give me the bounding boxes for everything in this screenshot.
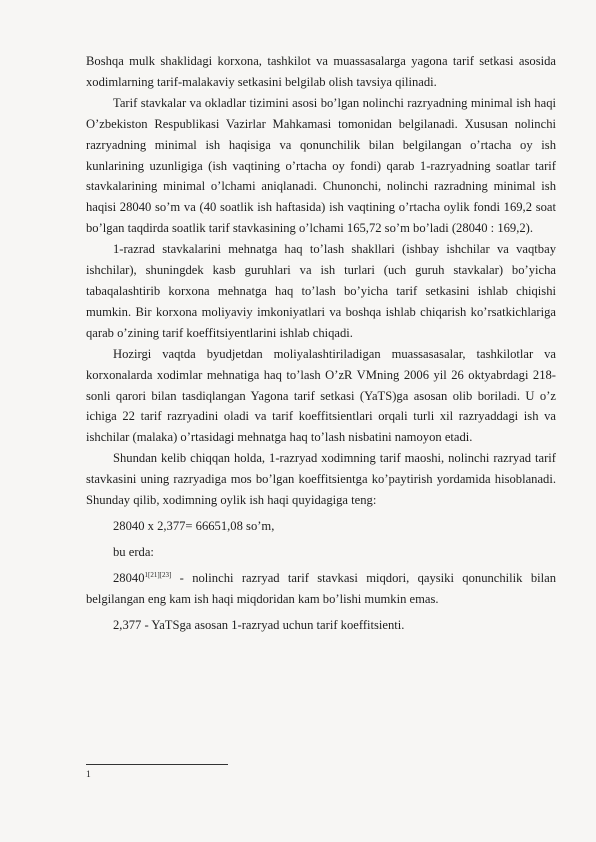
definition-2: 2,377 - YaTSga asosan 1-razryad uchun tarif koeffitsienti. [113,617,405,632]
definition-1-text: - nolinchi razryad tarif stavkasi miqdori, qaysiki qonunchilik bilan belgilangan eng kam ish haqi miqdoridan kam bo’lishi mumkin emas. [86,570,556,606]
paragraph-5: Shundan kelib chiqqan holda, 1-razryad xodimning tarif maoshi, nolinchi razryad tarif stavkasini uning razryadiga mos bo’lgan koeffitsientga ko’paytirish yordamida hisoblanadi. Shunday qilib, xodimning oylik ish haqi quyidagiga teng: [86,451,556,508]
paragraph-1: Boshqa mulk shaklidagi korxona, tashkilot va muassasalarga yagona tarif setkasi asosida xodimlarning tarif-malakaviy setkasini belgilab olish tavsiya qilinadi. [86,54,556,89]
where-label: bu erda: [113,544,154,559]
paragraph-3: 1-razrad stavkalarini mehnatga haq to’lash shakllari (ishbay ishchilar va vaqtbay ishchilar), shuningdek kasb guruhlari va ish turlari (uch guruh stavkalar) bo’yicha tabaqalashtirib korxona mehnatga haq to’lash bo’yicha tarif setkasini ishlab chiqishi mumkin. Bir korxona moliyaviy imkoniyatlari va boshqa ishlab chiqarish ko’rsatkichlariga qarab o’zining tarif koeffitsiyentlarini ishlab chiqadi. [86,242,556,340]
definition-1 [86,568,556,610]
paragraph-4: Hozirgi vaqtda byudjetdan moliyalashtiriladigan muassasasalar, tashkilotlar va korxonalarda xodimlar mehnatiga haq to’lash O’zR VMning 2006 yil 26 oktyabrdagi 218-sonli qarori bilan tasdiqlangan Yagona tarif setkasi (YaTS)ga asosan olib boriladi. U o’z ichiga 22 tarif razryadini oladi va tarif koeffitsientlari orqali turli xil razryaddagi ish va ishchilar (malaka) o’rtasidagi mehnatga haq to’lash nisbatini namoyon etadi. [86,346,556,445]
footnote-reference[interactable]: 1[21][23] [144,570,172,579]
definition-1-number: 28040 [113,570,145,585]
footnote-number: 1 [86,770,91,780]
footnote-separator [86,764,228,765]
document-body [86,51,556,635]
paragraph-2: Tarif stavkalar va okladlar tizimini asosi bo’lgan nolinchi razryadning minimal ish haqi O’zbekiston Respublikasi Vazirlar Mahkamasi tomonidan belgilanadi. Xususan nolinchi razryadning minimal ish haqisiga va qonunchilik bilan belgilangan o’rtacha oy ish kunlarining uzunligiga (ish vaqtining o’rtacha oy fondi) qarab 1-razryadning soatlar tarif stavkalarining minimal o’lchami aniqlanadi. Chunonchi, nolinchi razradning minimal ish haqisi 28040 so’m va (40 soatlik ish haftasida) ish vaqtining o’rtacha oylik fondi 169,2 soat bo’lgan taqdirda soatlik tarif stavkasining o’lchami 165,72 so’m bo’ladi (28040 : 169,2). [86,95,556,236]
formula-line: 28040 x 2,377= 66651,08 so’m, [113,518,275,533]
